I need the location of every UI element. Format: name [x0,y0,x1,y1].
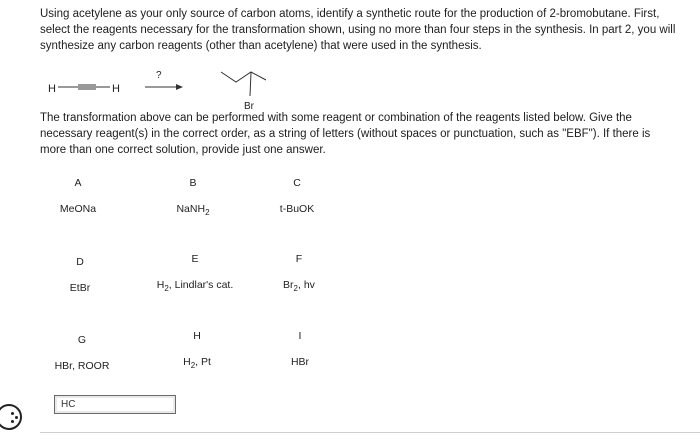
icon-dot [11,420,14,423]
smiley-icon[interactable] [0,404,22,430]
product-substituent: Br [244,101,254,112]
reagent-i [240,330,360,368]
bottom-divider [40,432,700,433]
icon-dot [11,412,14,415]
reagent-letter: G [77,334,87,346]
reagent-d [20,256,140,294]
reagent-name: t-BuOK [279,203,315,215]
reagent-letter: I [298,330,302,342]
icon-dot [15,416,18,419]
reaction-scheme [40,62,340,112]
reagent-name: HBr [290,356,310,368]
reagent-b [133,177,253,217]
reagent-f [239,253,359,293]
reagent-name: HBr, ROOR [54,360,110,372]
reagent-name: $H_2$, Lindlar's cat. [156,279,234,294]
reagent-c [237,177,357,215]
answer-input[interactable] [54,395,176,414]
reagent-letter: F [295,253,303,265]
reagent-h [137,330,257,370]
product-skeleton [221,72,266,96]
arrow-label: ? [156,70,162,81]
reagent-letter: C [293,177,301,189]
reagent-name: MeONa [59,203,97,215]
question-intro: Using acetylene as your only source of carbon atoms, identify a synthetic route for the production of 2-bromobutane. First, select the reagents necessary for the transformation shown, using no more than four steps in the synthesis. In part 2, you will synthesize any carbon reagents (other than acetylene) that were used in the synthesis. [40,8,676,52]
reagent-name: $H_2$, Pt [183,356,211,371]
reagent-a [18,177,138,215]
reagent-name: NaNH$_2$ [176,203,210,218]
reagent-letter: A [74,177,82,189]
reagent-g [22,334,142,372]
reaction-arrow [145,84,183,90]
reagent-name: $Br_2$, hv [283,279,315,294]
reagent-letter: B [189,177,197,189]
question-instruction: The transformation above can be performed with some reagent or combination of the reagents listed below. Give the necessary reagent(s) in the correct order, as a string of letters (without spaces or punctuation, such as "EBF"). If there is more than one correct solution, provide just one answer. [40,112,651,156]
reagent-letter: D [76,256,84,268]
triple-bond [58,85,110,89]
reagent-letter: H [193,330,201,342]
reactant-right-atom: H [112,83,120,95]
reagent-name: EtBr [69,282,91,294]
reagent-letter: E [191,253,199,265]
reagent-e [135,253,255,293]
reactant-left-atom: H [48,83,56,95]
